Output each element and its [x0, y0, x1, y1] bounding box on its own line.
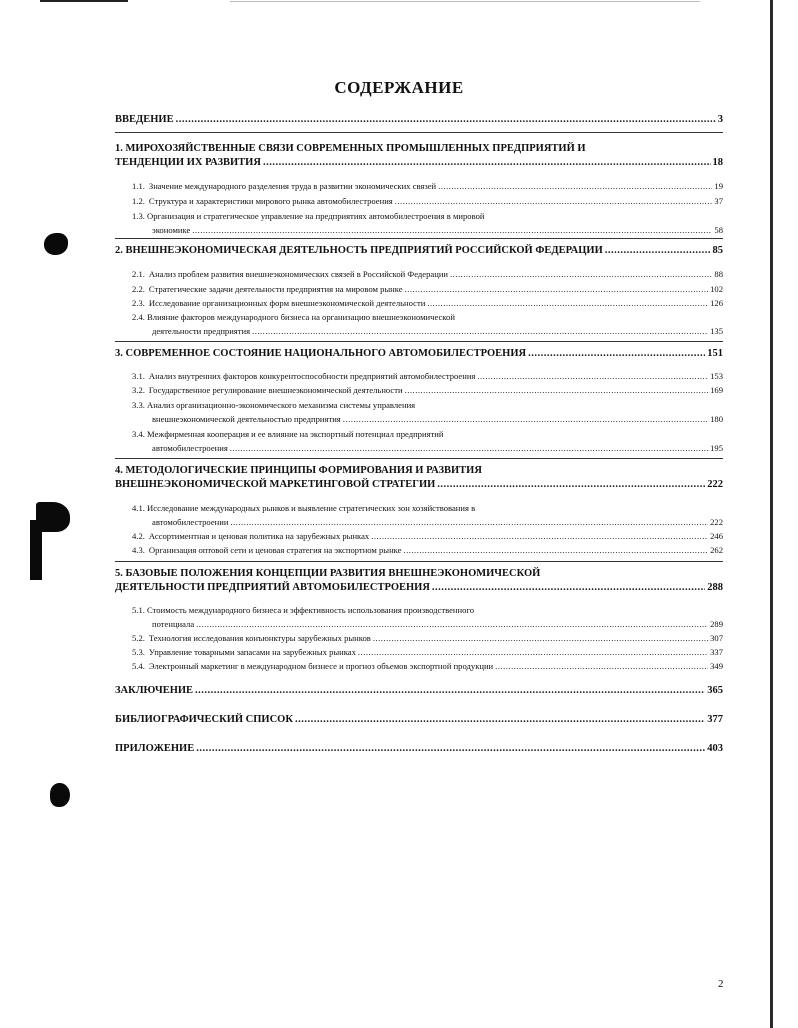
section-number: 2.3.: [132, 298, 145, 308]
leader-dots: [230, 516, 708, 529]
section-page: 222: [710, 517, 723, 527]
toc-entry-section: [132, 297, 723, 310]
toc-entry-chapter: [115, 478, 723, 491]
toc-entry-section: [132, 399, 415, 412]
toc-entry-section: [132, 210, 485, 223]
section-title: Межфирменная кооперация и ее влияние на экспортный потенциал предприятий: [147, 429, 444, 439]
toc-entry-chapter: [115, 347, 723, 360]
section-title: Управление товарными запасами на зарубежных рынках: [148, 647, 356, 657]
leader-dots: [450, 268, 712, 281]
chapter-page: 18: [712, 157, 723, 168]
chapter-title: ТЕНДЕНЦИИ ИХ РАЗВИТИЯ: [115, 157, 261, 168]
toc-entry-label: ВВЕДЕНИЕ: [115, 114, 174, 125]
toc-entry-section-cont: [152, 516, 723, 529]
section-title: Организация и стратегическое управление на предприятиях автомобилестроения в мировой: [147, 211, 485, 221]
toc-entry-section-cont: [152, 224, 723, 237]
scan-edge-line: [40, 0, 128, 2]
section-number: 2.4.: [132, 312, 145, 322]
chapter-title: 4. МЕТОДОЛОГИЧЕСКИЕ ПРИНЦИПЫ ФОРМИРОВАНИЯ И РАЗВИТИЯ: [115, 465, 482, 476]
leader-dots: [358, 646, 708, 659]
divider: [115, 458, 723, 459]
punch-hole-mark: [50, 783, 70, 807]
toc-entry-chapter: [115, 581, 723, 594]
section-page: 246: [710, 531, 723, 541]
leader-dots: [252, 325, 708, 338]
leader-dots: [263, 156, 711, 169]
section-page: 153: [710, 371, 723, 381]
section-page: 307: [710, 633, 723, 643]
section-page: 169: [710, 385, 723, 395]
section-title: Технология исследования конъюнктуры зарубежных рынков: [148, 633, 371, 643]
toc-entry-section: [132, 604, 474, 617]
toc-entry-section: [132, 530, 723, 543]
section-number: 5.1.: [132, 605, 145, 615]
toc-entry-page: 365: [707, 685, 723, 696]
toc-entry-section: [132, 384, 723, 397]
toc-entry-label: ЗАКЛЮЧЕНИЕ: [115, 685, 194, 696]
leader-dots: [195, 684, 705, 697]
section-title: потенциала: [152, 619, 195, 629]
section-title: Государственное регулирование внешнеэкономической деятельности: [148, 385, 403, 395]
leader-dots: [528, 347, 705, 360]
leader-dots: [373, 632, 708, 645]
section-number: 4.2.: [132, 531, 145, 541]
page-number: 2: [718, 978, 724, 990]
toc-entry-section: [132, 268, 723, 281]
toc-entry-label: ПРИЛОЖЕНИЕ: [115, 743, 195, 754]
toc-entry-section-cont: [152, 325, 723, 338]
section-number: 4.3.: [132, 545, 145, 555]
toc-entry-section: [132, 660, 723, 673]
section-page: 102: [710, 284, 723, 294]
section-page: 262: [710, 545, 723, 555]
chapter-title: 3. СОВРЕМЕННОЕ СОСТОЯНИЕ НАЦИОНАЛЬНОГО АВТОМОБИЛЕСТРОЕНИЯ: [115, 348, 527, 359]
leader-dots: [230, 442, 708, 455]
section-page: 289: [710, 619, 723, 629]
leader-dots: [477, 370, 708, 383]
section-title: экономике: [152, 225, 191, 235]
leader-dots: [405, 283, 709, 296]
section-title: Ассортиментная и ценовая политика на зарубежных рынках: [148, 531, 370, 541]
section-title: Структура и характеристики мирового рынка автомобилестроения: [148, 196, 393, 206]
section-number: 1.1.: [132, 181, 145, 191]
chapter-page: 288: [707, 582, 723, 593]
leader-dots: [196, 618, 708, 631]
toc-entry-intro: [115, 113, 723, 126]
section-number: 5.4.: [132, 661, 145, 671]
section-number: 1.3.: [132, 211, 145, 221]
section-title: Электронный маркетинг в международном бизнесе и прогноз объемов экспортной продукции: [148, 661, 494, 671]
toc-entry-conclusion: [115, 684, 723, 697]
section-title: Значение международного разделения труда в развитии экономических связей: [148, 181, 437, 191]
section-title: Анализ организационно-экономического механизма системы управления: [147, 400, 416, 410]
section-page: 126: [710, 298, 723, 308]
toc-entry-label: БИБЛИОГРАФИЧЕСКИЙ СПИСОК: [115, 714, 293, 725]
section-page: 88: [714, 269, 723, 279]
toc-entry-page: 377: [707, 714, 723, 725]
scan-edge-shadow: [770, 0, 773, 1028]
toc-entry-section: [132, 311, 455, 324]
section-title: Анализ внутренних факторов конкурентоспособности предприятий автомобилестроения: [148, 371, 476, 381]
divider: [115, 341, 723, 342]
chapter-page: 85: [712, 245, 723, 256]
chapter-title: ДЕЯТЕЛЬНОСТИ ПРЕДПРИЯТИЙ АВТОМОБИЛЕСТРОЕНИЯ: [115, 582, 430, 593]
section-title: Стратегические задачи деятельности предприятия на мировом рынке: [148, 284, 403, 294]
section-title: деятельности предприятия: [152, 326, 251, 336]
chapter-title: 2. ВНЕШНЕЭКОНОМИЧЕСКАЯ ДЕЯТЕЛЬНОСТЬ ПРЕДПРИЯТИЙ РОССИЙСКОЙ ФЕДЕРАЦИИ: [115, 245, 603, 256]
section-title: Влияние факторов международного бизнеса на организацию внешнеэкономической: [147, 312, 455, 322]
divider: [115, 132, 723, 133]
leader-dots: [395, 195, 713, 208]
leader-dots: [432, 581, 705, 594]
leader-dots: [371, 530, 708, 543]
toc-entry-section: [132, 283, 723, 296]
section-number: 3.4.: [132, 429, 145, 439]
divider: [115, 238, 723, 239]
toc-entry-section: [132, 502, 475, 515]
section-page: 349: [710, 661, 723, 671]
section-number: 4.1.: [132, 503, 145, 513]
leader-dots: [295, 713, 705, 726]
leader-dots: [403, 544, 708, 557]
chapter-title: 5. БАЗОВЫЕ ПОЛОЖЕНИЯ КОНЦЕПЦИИ РАЗВИТИЯ ВНЕШНЕЭКОНОМИЧЕСКОЙ: [115, 568, 541, 579]
section-page: 195: [710, 443, 723, 453]
section-page: 337: [710, 647, 723, 657]
chapter-title: ВНЕШНЕЭКОНОМИЧЕСКОЙ МАРКЕТИНГОВОЙ СТРАТЕГИИ: [115, 479, 436, 490]
punch-hole-mark: [30, 520, 42, 580]
chapter-title: 1. МИРОХОЗЯЙСТВЕННЫЕ СВЯЗИ СОВРЕМЕННЫХ ПРОМЫШЛЕННЫХ ПРЕДПРИЯТИЙ И: [115, 143, 586, 154]
section-title: Исследование международных рынков и выявление стратегических зон хозяйствования в: [147, 503, 476, 513]
page-title: СОДЕРЖАНИЕ: [334, 78, 464, 97]
leader-dots: [343, 413, 708, 426]
section-page: 58: [714, 225, 723, 235]
section-title: Стоимость международного бизнеса и эффективность использования производственного: [147, 605, 475, 615]
leader-dots: [176, 113, 716, 126]
toc-entry-section: [132, 195, 723, 208]
section-number: 3.3.: [132, 400, 145, 410]
toc-entry-section-cont: [152, 618, 723, 631]
section-page: 37: [714, 196, 723, 206]
section-number: 2.1.: [132, 269, 145, 279]
toc-entry-section: [132, 180, 723, 193]
section-page: 180: [710, 414, 723, 424]
leader-dots: [196, 742, 705, 755]
toc-entry-section: [132, 370, 723, 383]
leader-dots: [605, 244, 711, 257]
scan-edge-line: [230, 1, 700, 2]
toc-entry-appendix: [115, 742, 723, 755]
toc-entry-section: [132, 632, 723, 645]
leader-dots: [437, 478, 705, 491]
toc-entry-section: [132, 428, 443, 441]
section-title: Исследование организационных форм внешнеэкономической деятельности: [148, 298, 426, 308]
toc-entry-bibliography: [115, 713, 723, 726]
toc-entry-section-cont: [152, 413, 723, 426]
section-number: 3.2.: [132, 385, 145, 395]
section-number: 5.3.: [132, 647, 145, 657]
section-number: 2.2.: [132, 284, 145, 294]
toc-entry-section: [132, 544, 723, 557]
section-number: 5.2.: [132, 633, 145, 643]
toc-entry-section: [132, 646, 723, 659]
chapter-page: 222: [707, 479, 723, 490]
toc-entry-page: 3: [717, 114, 723, 125]
section-title: Организация оптовой сети и ценовая стратегия на экспортном рынке: [148, 545, 402, 555]
toc-entry-section-cont: [152, 442, 723, 455]
section-page: 135: [710, 326, 723, 336]
toc-entry-page: 403: [707, 743, 723, 754]
section-title: автомобилестроения: [152, 443, 228, 453]
leader-dots: [405, 384, 709, 397]
toc-entry-chapter: [115, 244, 723, 257]
section-title: Анализ проблем развития внешнеэкономических связей в Российской Федерации: [148, 269, 449, 279]
section-number: 3.1.: [132, 371, 145, 381]
punch-hole-mark: [44, 233, 68, 255]
section-page: 19: [714, 181, 723, 191]
section-number: 1.2.: [132, 196, 145, 206]
toc-entry-chapter: [115, 156, 723, 169]
section-title: внешнеэкономической деятельностью предприятия: [152, 414, 341, 424]
section-title: автомобилестроении: [152, 517, 229, 527]
chapter-page: 151: [707, 348, 723, 359]
leader-dots: [438, 180, 712, 193]
leader-dots: [427, 297, 708, 310]
leader-dots: [495, 660, 708, 673]
divider: [115, 561, 723, 562]
leader-dots: [192, 224, 712, 237]
